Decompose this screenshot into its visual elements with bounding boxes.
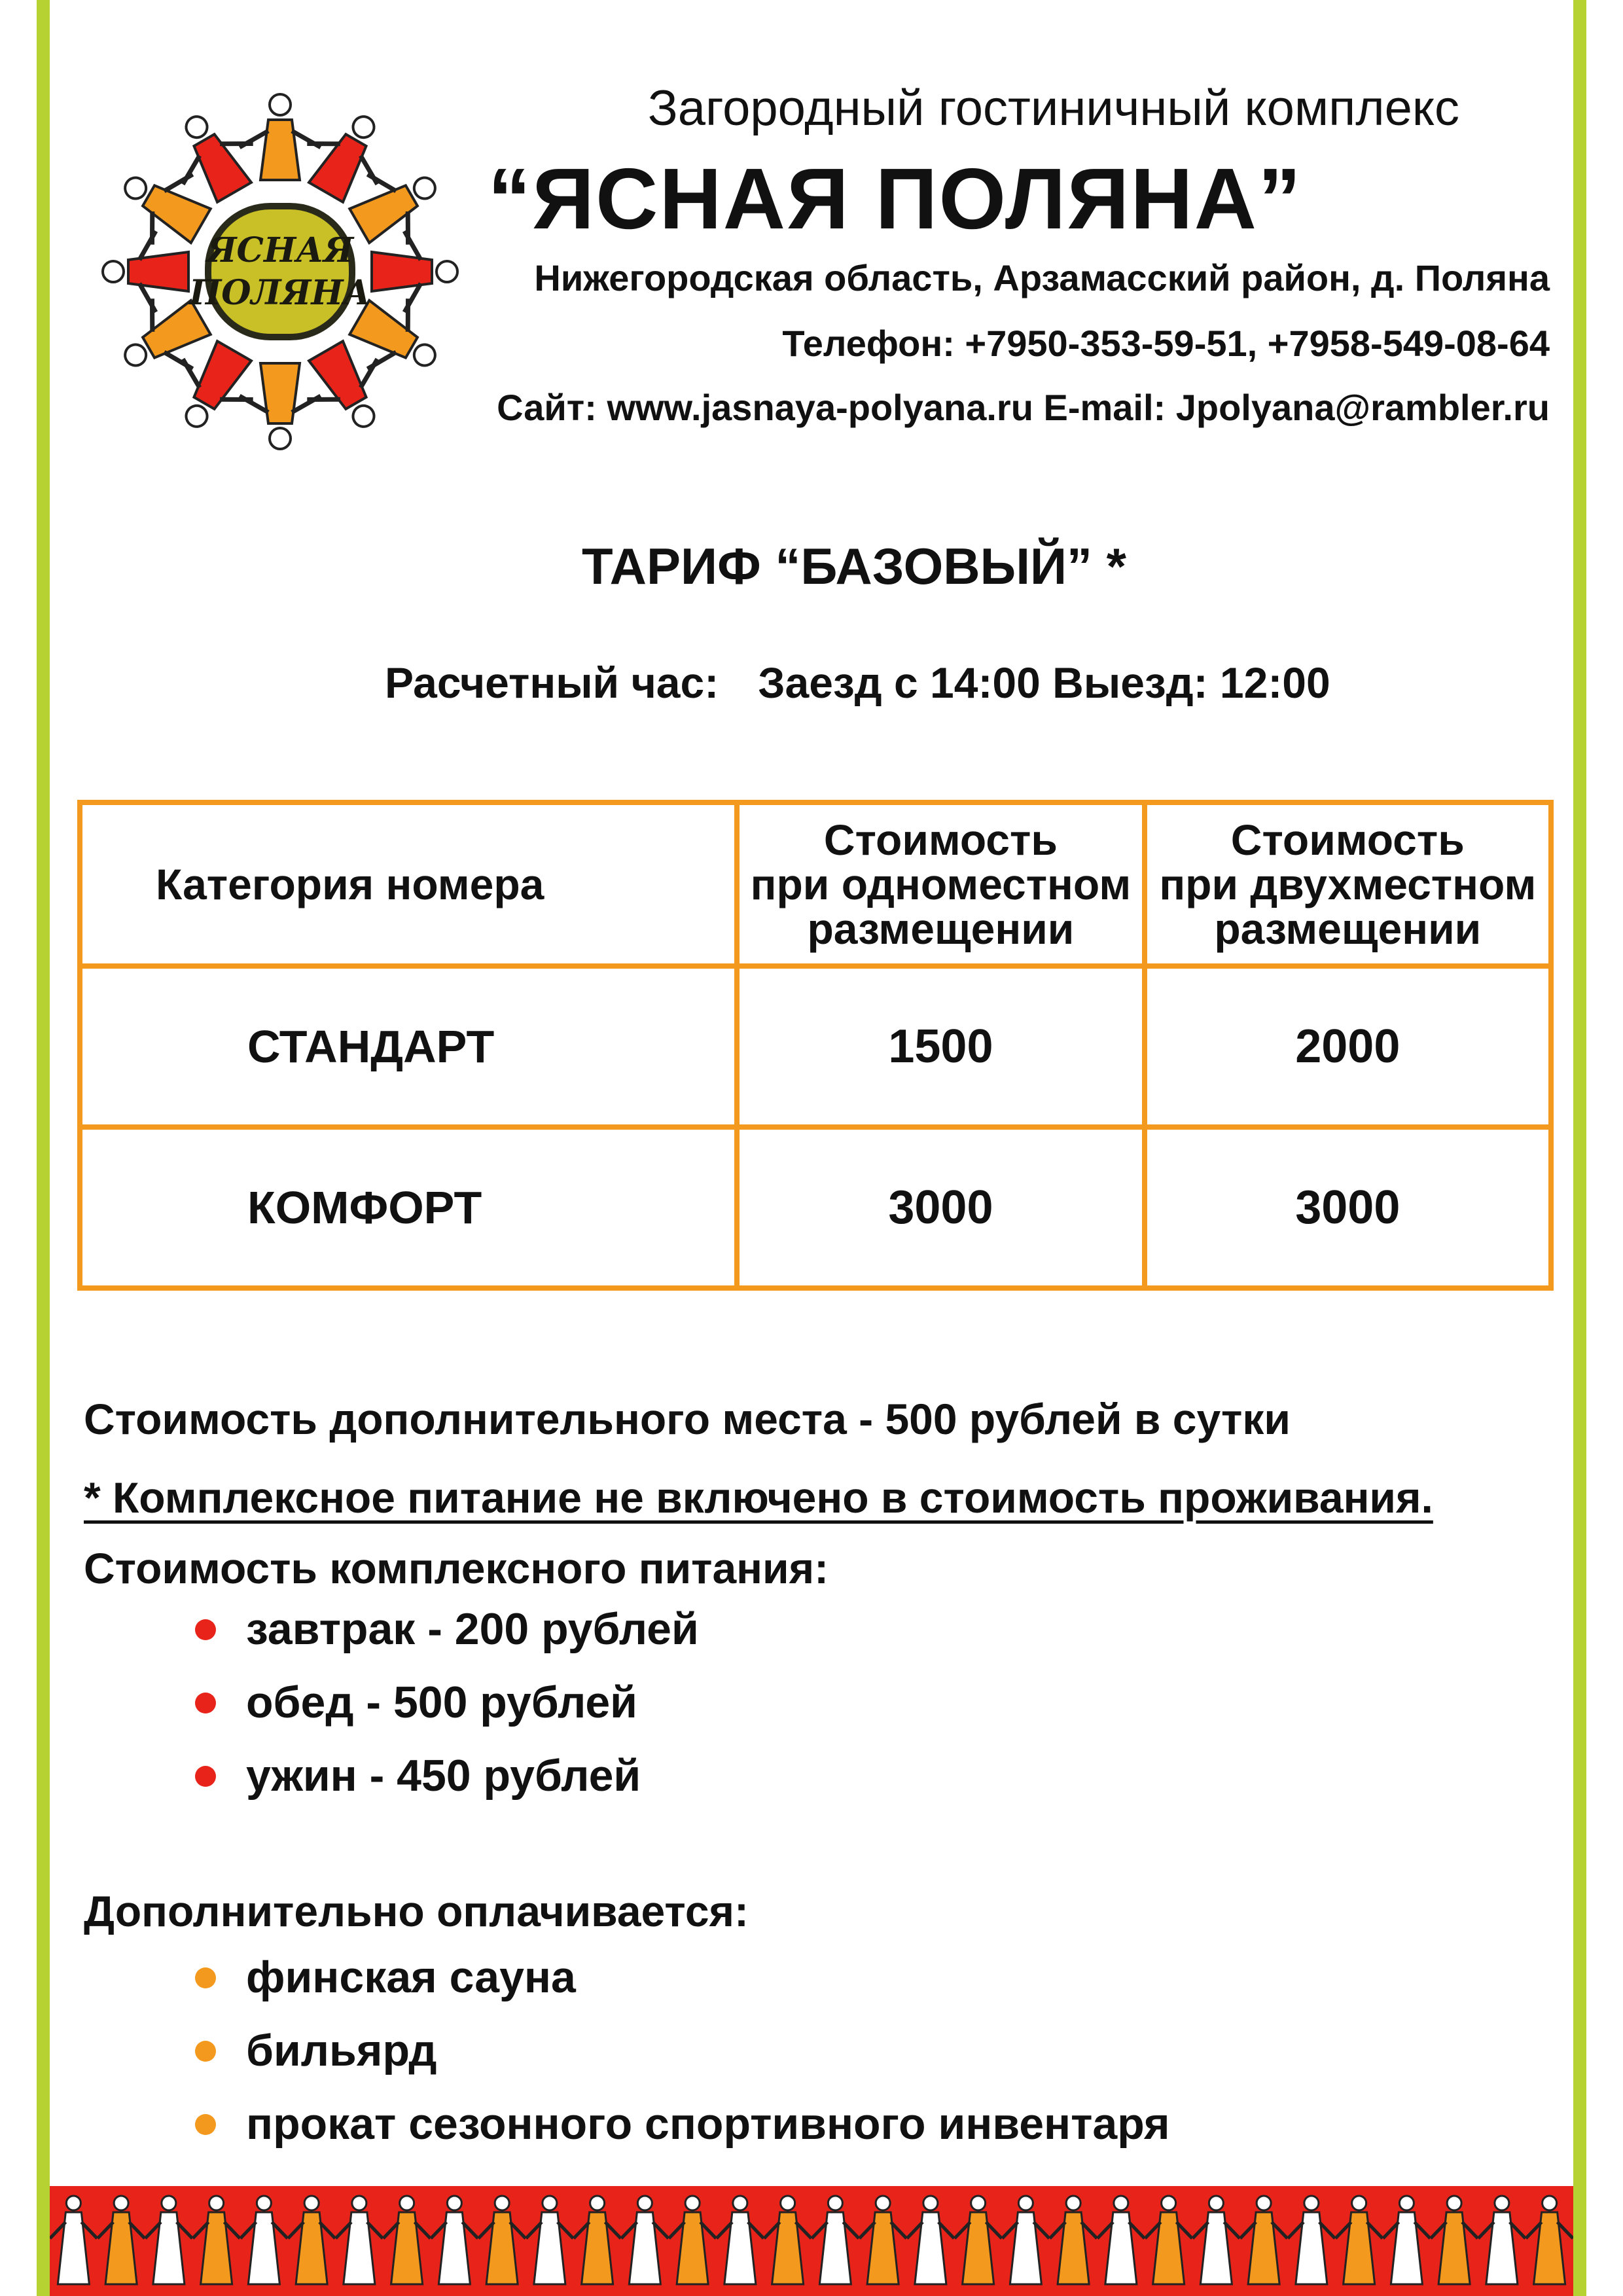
ornament-figure	[574, 2196, 621, 2284]
row-single-price: 1500	[737, 966, 1144, 1127]
ornament-figure	[1431, 2196, 1478, 2284]
ornament-figure	[621, 2196, 668, 2284]
meals-title: Стоимость комплексного питания:	[84, 1544, 829, 1592]
hotel-phone: Телефон: +7950-353-59-51, +7958-549-08-64	[782, 323, 1550, 364]
logo-word-top: ЯСНАЯ	[206, 230, 354, 270]
bullet-dot-icon	[195, 1766, 216, 1787]
ornament-figure	[288, 2196, 335, 2284]
ornament-figure	[240, 2196, 287, 2284]
ornament-figure	[1192, 2196, 1240, 2284]
logo-figure	[103, 231, 188, 312]
ornament-figure	[1288, 2196, 1335, 2284]
list-item: прокат сезонного спортивного инвентаря	[195, 2098, 1170, 2172]
bullet-dot-icon	[195, 1967, 216, 1988]
ornament-figure	[193, 2196, 240, 2284]
checkin-line	[385, 658, 1330, 708]
row-single-price: 3000	[737, 1127, 1144, 1288]
header-single-price: Стоимость при одноместном размещении	[737, 802, 1144, 966]
frame-left-line	[37, 0, 50, 2296]
list-item: завтрак - 200 рублей	[195, 1604, 699, 1677]
logo-center-badge	[208, 206, 352, 337]
extras-title: Дополнительно оплачивается:	[84, 1887, 749, 1935]
hotel-name: “ЯСНАЯ ПОЛЯНА”	[488, 151, 1302, 247]
ornament-figure	[1145, 2196, 1192, 2284]
ornament-figure	[526, 2196, 573, 2284]
ornament-figure	[1050, 2196, 1097, 2284]
header-double-price: Стоимость при двухместном размещении	[1145, 802, 1551, 966]
ornament-figure	[431, 2196, 478, 2284]
ornament-figure	[50, 2196, 97, 2284]
row-category: КОМФОРТ	[80, 1127, 737, 1288]
ornament-figure	[1478, 2196, 1525, 2284]
hotel-subtitle: Загородный гостиничный комплекс	[647, 81, 1459, 136]
logo-figure	[240, 363, 321, 449]
ornament-figure	[955, 2196, 1002, 2284]
ornament-figure	[1383, 2196, 1430, 2284]
bullet-dot-icon	[195, 2041, 216, 2062]
ornament-figure	[669, 2196, 716, 2284]
ornament-figure	[98, 2196, 145, 2284]
extra-bed-note: Стоимость дополнительного места - 500 рублей в сутки	[84, 1395, 1291, 1443]
ornament-border-band	[50, 2186, 1573, 2296]
header-category: Категория номера	[80, 802, 737, 966]
row-double-price: 3000	[1145, 1127, 1551, 1288]
ornament-figure	[859, 2196, 906, 2284]
price-table	[77, 800, 1554, 1291]
ornament-figure	[1097, 2196, 1145, 2284]
hotel-address: Нижегородская область, Арзамасский район, д. Поляна	[534, 257, 1550, 298]
bullet-dot-icon	[195, 2114, 216, 2135]
ornament-figure	[764, 2196, 812, 2284]
frame-right-line	[1573, 0, 1586, 2296]
checkin-value: Заезд с 14:00 Выезд: 12:00	[758, 658, 1330, 707]
ornament-figure	[717, 2196, 764, 2284]
ornament-figure	[1002, 2196, 1049, 2284]
folk-figures-ornament	[50, 2186, 1573, 2296]
ornament-figure	[1240, 2196, 1287, 2284]
ornament-figure	[1526, 2196, 1573, 2284]
ornament-figure	[1336, 2196, 1383, 2284]
table-row	[80, 966, 1551, 1127]
extras-list	[195, 1952, 1170, 2172]
logo-figure	[240, 94, 321, 180]
table-row	[80, 1127, 1551, 1288]
ornament-figure	[336, 2196, 383, 2284]
tariff-title: ТАРИФ “БАЗОВЫЙ” *	[581, 537, 1127, 595]
list-item: ужин - 450 рублей	[195, 1750, 699, 1823]
ornament-figure	[145, 2196, 192, 2284]
hotel-logo	[97, 72, 463, 465]
bullet-dot-icon	[195, 1693, 216, 1713]
logo-figure	[372, 231, 457, 312]
list-item: бильярд	[195, 2025, 1170, 2098]
list-item: финская сауна	[195, 1952, 1170, 2025]
row-category: СТАНДАРТ	[80, 966, 737, 1127]
checkin-label: Расчетный час:	[385, 658, 719, 707]
list-item: обед - 500 рублей	[195, 1677, 699, 1750]
ornament-figure	[812, 2196, 859, 2284]
meals-list	[195, 1604, 699, 1823]
table-header-row	[80, 802, 1551, 966]
row-double-price: 2000	[1145, 966, 1551, 1127]
hotel-site-email: Сайт: www.jasnaya-polyana.ru E-mail: Jpolyana@rambler.ru	[497, 387, 1550, 428]
ornament-figure	[478, 2196, 526, 2284]
ornament-figure	[907, 2196, 954, 2284]
ornament-figure	[383, 2196, 431, 2284]
bullet-dot-icon	[195, 1619, 216, 1640]
meals-not-included-note: * Комплексное питание не включено в стоимость проживания.	[84, 1473, 1433, 1522]
logo-word-bottom: ПОЛЯНА	[189, 273, 371, 313]
